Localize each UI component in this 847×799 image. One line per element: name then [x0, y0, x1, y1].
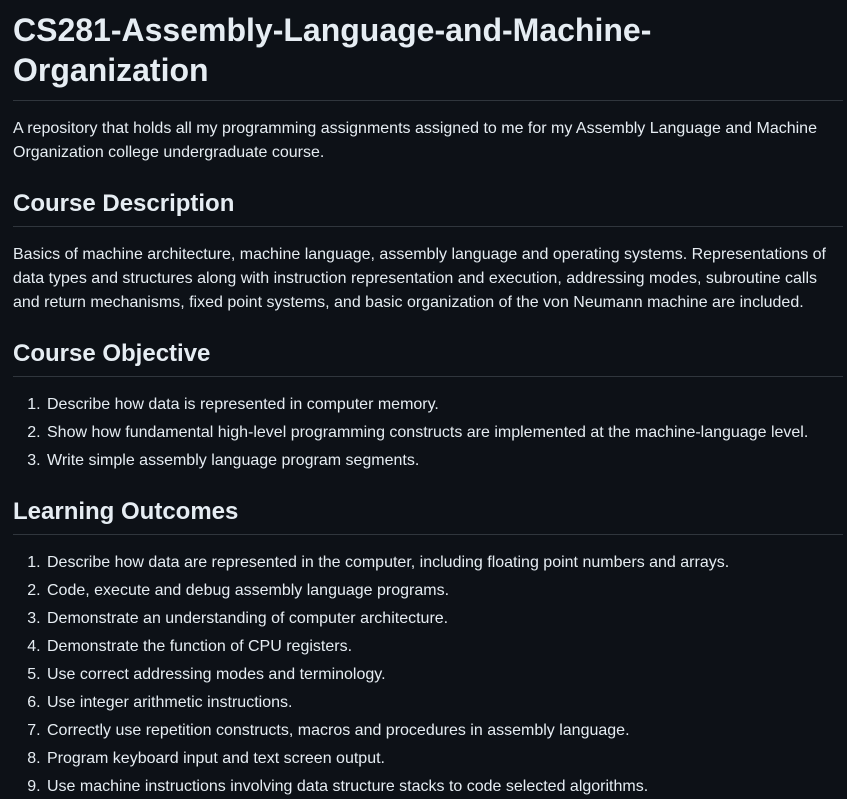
list-item: 3. Demonstrate an understanding of computer architecture. — [45, 607, 843, 631]
learning-outcomes-list — [13, 551, 843, 799]
section-heading-course-objective: Course Objective — [13, 339, 843, 377]
list-item: 7. Correctly use repetition constructs, macros and procedures in assembly language. — [45, 719, 843, 743]
intro-paragraph: A repository that holds all my programming assignments assigned to me for my Assembly Language and Machine Organization college undergraduate course. — [13, 120, 817, 161]
list-item: 8. Program keyboard input and text screen output. — [45, 747, 843, 771]
list-item: 9. Use machine instructions involving data structure stacks to code selected algorithms. — [45, 775, 843, 799]
course-description-paragraph: Basics of machine architecture, machine language, assembly language and operating systems. Representations of data types and structures along with instruction representation and execution, addressing modes, subroutine calls and return mechanisms, fixed point systems, and basic organization of the von Neumann machine are included. — [13, 246, 826, 311]
list-item: 1. Describe how data are represented in the computer, including floating point numbers and arrays. — [45, 551, 843, 575]
list-item: 6. Use integer arithmetic instructions. — [45, 691, 843, 715]
list-item: 2. Code, execute and debug assembly language programs. — [45, 579, 843, 603]
course-objective-list — [13, 393, 843, 473]
section-heading-course-description: Course Description — [13, 189, 843, 227]
list-item: 1. Describe how data is represented in computer memory. — [45, 393, 843, 417]
section-heading-learning-outcomes: Learning Outcomes — [13, 497, 843, 535]
list-item: 3. Write simple assembly language program segments. — [45, 449, 843, 473]
list-item: 4. Demonstrate the function of CPU registers. — [45, 635, 843, 659]
list-item: 5. Use correct addressing modes and terminology. — [45, 663, 843, 687]
page-title: CS281-Assembly-Language-and-Machine-Organization — [13, 10, 843, 101]
list-item: 2. Show how fundamental high-level programming constructs are implemented at the machine-language level. — [45, 421, 843, 445]
